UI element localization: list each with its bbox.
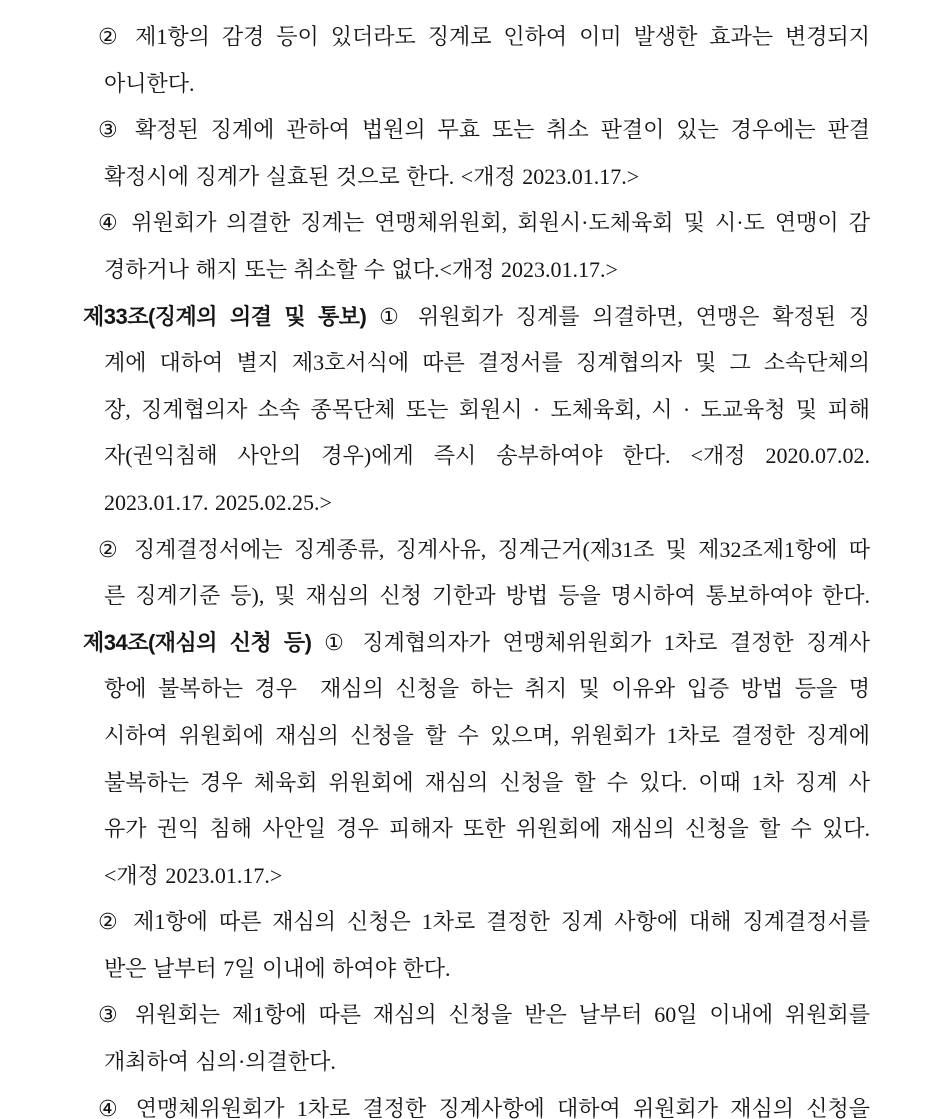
line-text: ③ 위원회는 제1항에 따른 재심의 신청을 받은 날부터 60일 이내에 위원회를 (98, 1002, 870, 1028)
line-text: 받은 날부터 7일 이내에 하여야 한다. (104, 955, 451, 981)
line-text: ② 제1항의 감경 등이 있더라도 징계로 인하여 이미 발생한 효과는 변경되지 (98, 24, 870, 49)
line-text: ② 징계결정서에는 징계종류, 징계사유, 징계근거(제31조 및 제32조제1항에 따 (98, 536, 870, 562)
line-text: 항에 불복하는 경우 재심의 신청을 하는 취지 및 이유와 입증 방법 등을 명 (104, 676, 870, 702)
line-text: 자(권익침해 사안의 경우)에게 즉시 송부하여야 한다. <개정 2020.07.02. (104, 443, 870, 469)
text-line (83, 154, 870, 201)
line-text: 경하거나 해지 또는 취소할 수 없다.<개정 2023.01.17.> (104, 256, 618, 282)
line-text: 유가 권익 침해 사안일 경우 피해자 또한 위원회에 재심의 신청을 할 수 있다. (104, 816, 870, 842)
line-text: 아니한다. (104, 70, 195, 96)
line-text: 계에 대하여 별지 제3호서식에 따른 결정서를 징계협의자 및 그 소속단체의 (104, 350, 870, 376)
text-line (83, 853, 870, 900)
line-text: 시하여 위원회에 재심의 신청을 할 수 있으며, 위원회가 1차로 결정한 징계에 (104, 722, 870, 748)
text-line (83, 760, 870, 807)
text-line (83, 992, 870, 1039)
text-line (83, 713, 870, 760)
line-text: 불복하는 경우 체육회 위원회에 재심의 신청을 할 수 있다. 이때 1차 징계 사 (104, 769, 870, 795)
text-line (83, 1039, 870, 1086)
text-line (83, 340, 870, 387)
text-line (83, 899, 870, 946)
line-text: 른 징계기준 등), 및 재심의 신청 기한과 방법 등을 명시하여 통보하여야 한다. (104, 583, 870, 609)
line-text: ① 위원회가 징계를 의결하면, 연맹은 확정된 징 (366, 303, 870, 329)
line-text: 개최하여 심의·의결한다. (104, 1049, 336, 1075)
text-line (83, 387, 870, 434)
text-line (83, 946, 870, 993)
text-line (83, 480, 870, 527)
article-heading: 제33조(징계의 의결 및 통보) (83, 303, 367, 329)
line-text: 장, 징계협의자 소속 종목단체 또는 회원시 · 도체육회, 시 · 도교육청 및 피해 (104, 396, 870, 422)
text-line (83, 107, 870, 154)
text-line (83, 806, 870, 853)
line-text: ④ 위원회가 의결한 징계는 연맹체위원회, 회원시·도체육회 및 시·도 연맹이 감 (98, 210, 870, 236)
text-line (83, 527, 870, 574)
line-text: ② 제1항에 따른 재심의 신청은 1차로 결정한 징계 사항에 대해 징계결정서를 (98, 909, 870, 935)
line-text: 확정시에 징계가 실효된 것으로 한다. <개정 2023.01.17.> (104, 163, 640, 189)
line-text: ④ 연맹체위원회가 1차로 결정한 징계사항에 대하여 위원회가 재심의 신청을 (98, 1095, 870, 1119)
text-line (83, 61, 870, 108)
line-text: 2023.01.17. 2025.02.25.> (104, 489, 332, 515)
article-heading: 제34조(재심의 신청 등) (83, 629, 312, 655)
text-line (83, 14, 870, 61)
text-line (83, 200, 870, 247)
line-text: ③ 확정된 징계에 관하여 법원의 무효 또는 취소 판결이 있는 경우에는 판결 (98, 117, 870, 143)
text-line (83, 620, 870, 667)
text-line (83, 433, 870, 480)
text-line (83, 247, 870, 294)
text-line (83, 294, 870, 341)
text-line (83, 573, 870, 620)
line-text: <개정 2023.01.17.> (104, 862, 283, 888)
line-text: ① 징계협의자가 연맹체위원회가 1차로 결정한 징계사 (311, 629, 870, 655)
text-line (83, 666, 870, 713)
document-body (83, 14, 870, 1119)
text-line (83, 1086, 870, 1119)
